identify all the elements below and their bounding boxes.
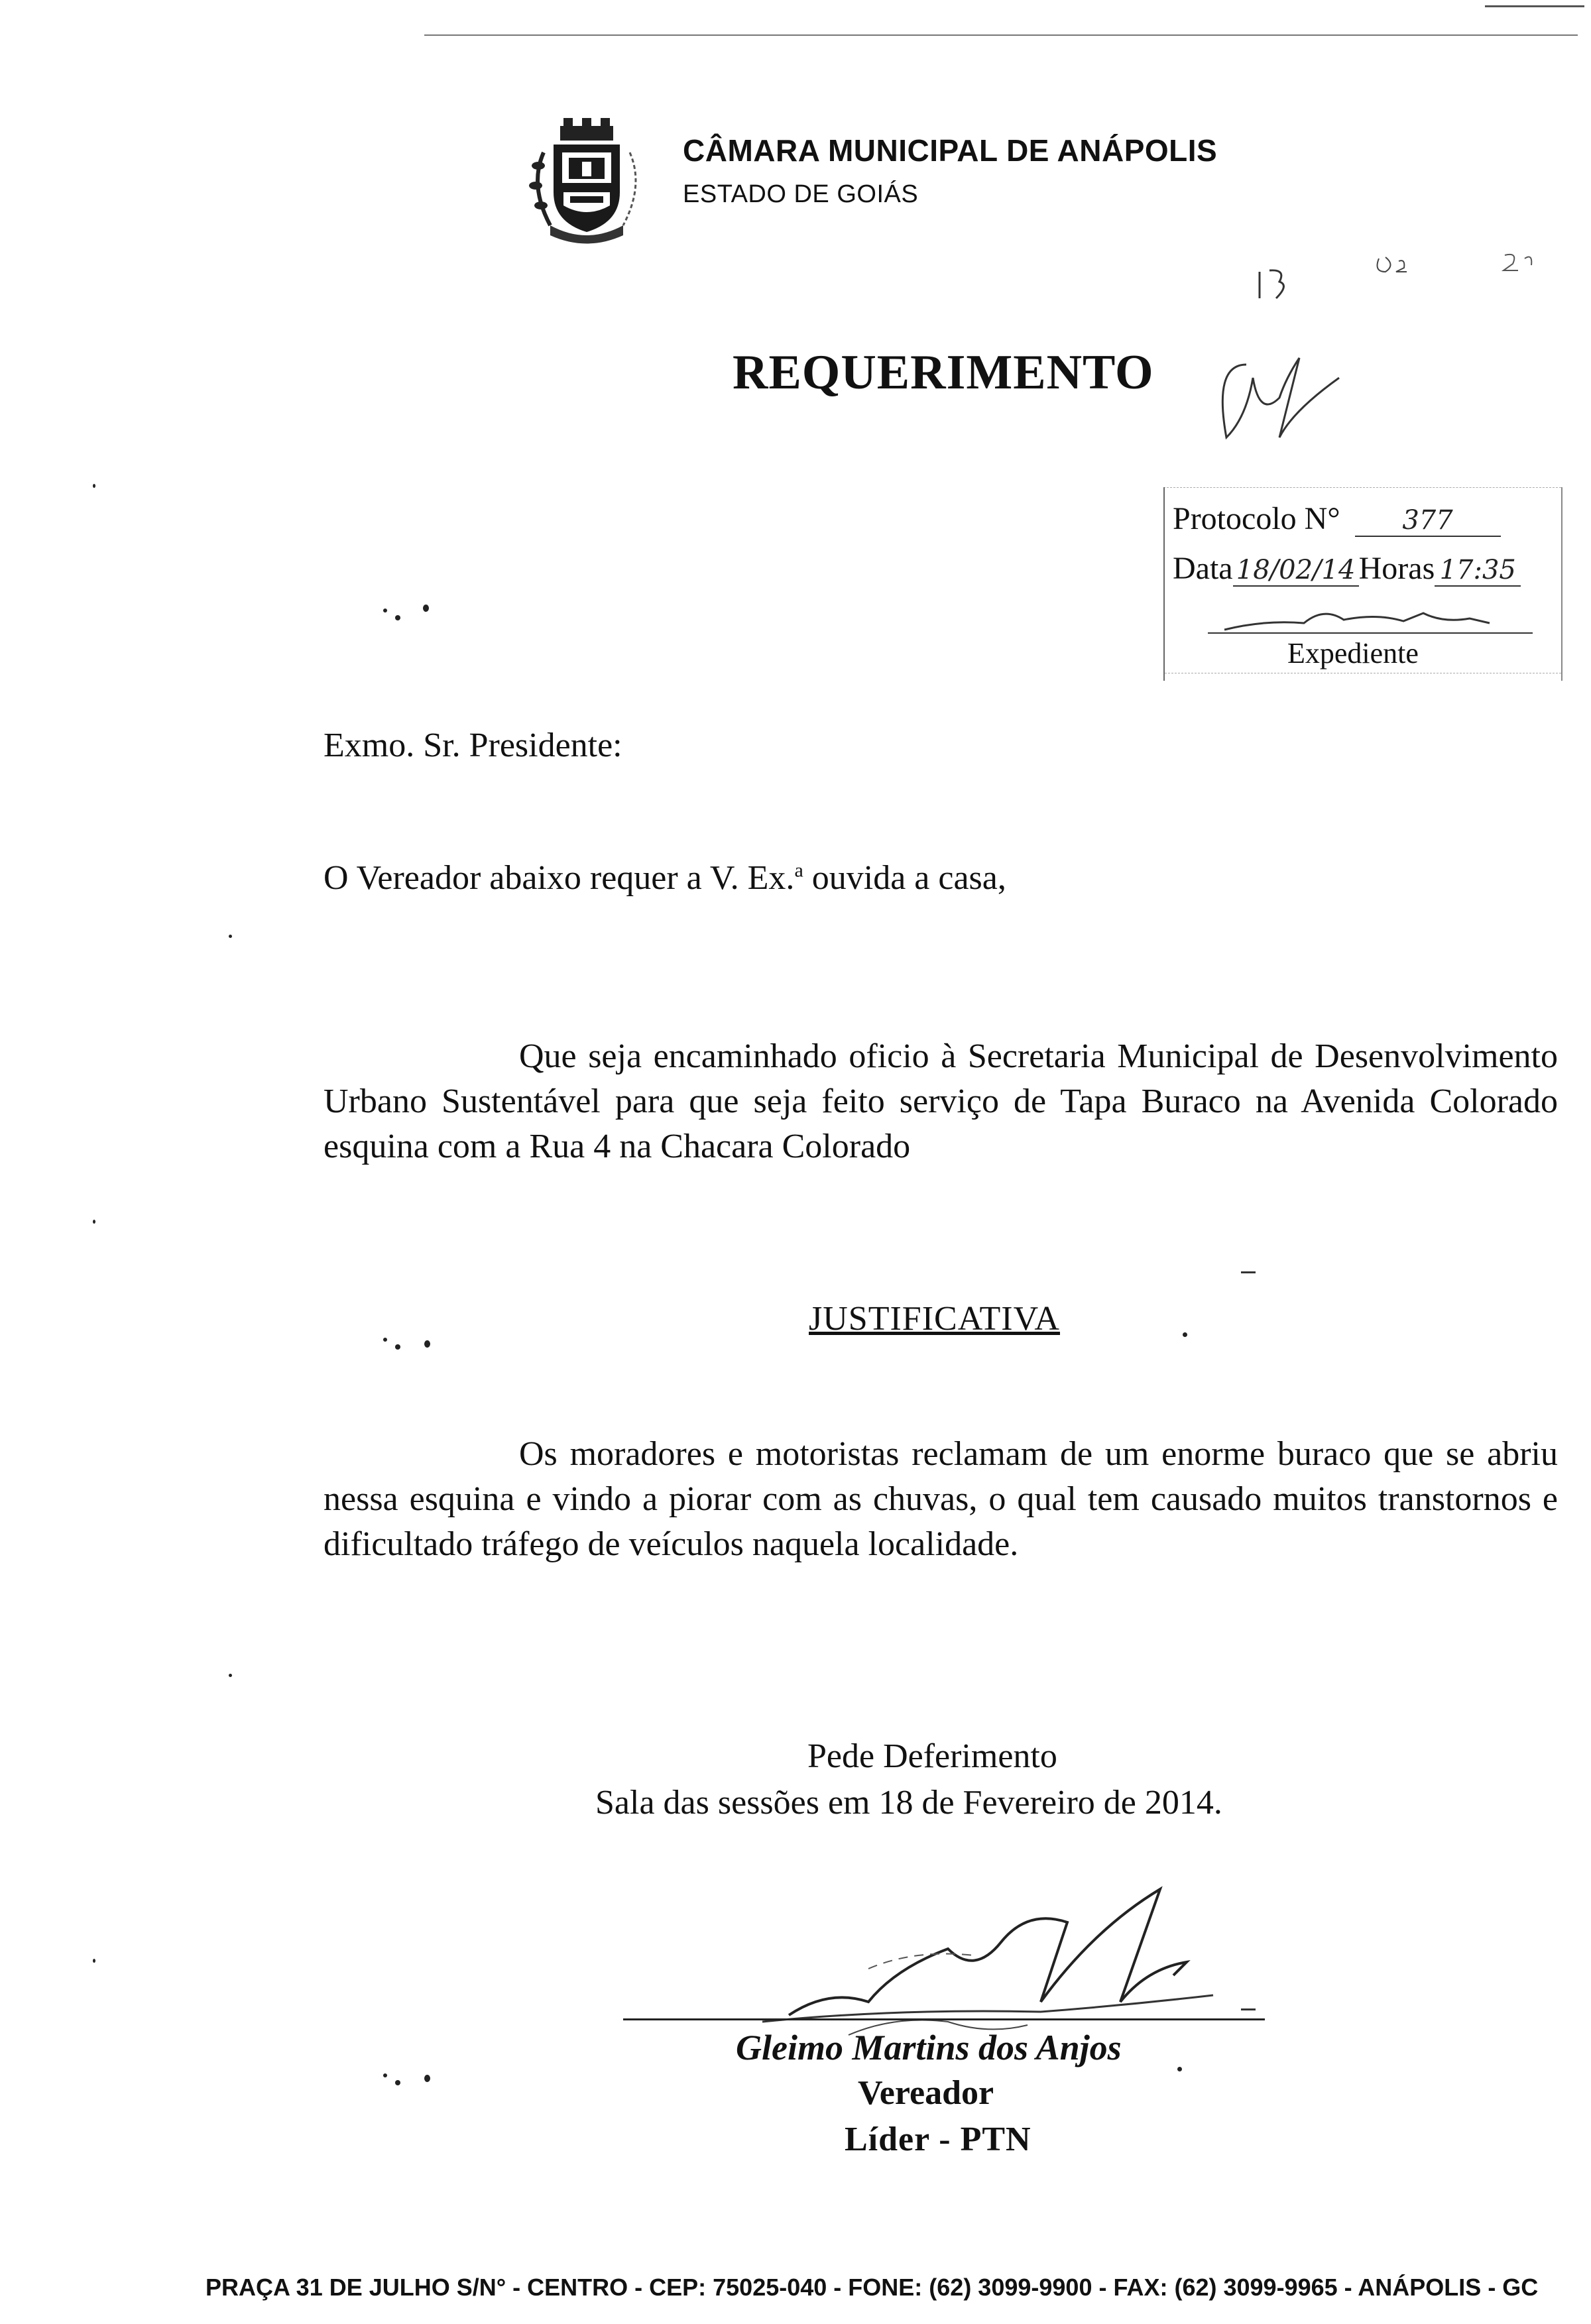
scan-speck bbox=[93, 484, 95, 488]
intro-superscript: a bbox=[794, 859, 803, 882]
institution-title: CÂMARA MUNICIPAL DE ANÁPOLIS bbox=[683, 133, 1218, 168]
stamp-department: Expediente bbox=[1287, 637, 1419, 669]
justification-heading: JUSTIFICATIVA bbox=[809, 1300, 1060, 1338]
handwritten-annotation bbox=[1207, 245, 1578, 471]
scan-speck bbox=[383, 609, 387, 612]
request-paragraph bbox=[324, 1034, 1558, 1169]
justification-paragraph bbox=[324, 1432, 1558, 1567]
signer-role: Vereador bbox=[858, 2074, 994, 2112]
municipal-crest-icon bbox=[524, 113, 650, 245]
intro-line bbox=[324, 858, 1006, 898]
protocol-hours-label: Horas bbox=[1358, 551, 1435, 586]
signer-name: Gleimo Martins dos Anjos bbox=[736, 2028, 1122, 2067]
top-rule bbox=[424, 34, 1578, 36]
protocol-number-value: 377 bbox=[1355, 505, 1501, 537]
scan-speck bbox=[424, 1340, 430, 1348]
scan-speck bbox=[395, 2080, 400, 2085]
protocol-date-label: Data bbox=[1173, 551, 1233, 586]
scan-mark bbox=[1241, 2008, 1256, 2010]
signer-party: Líder - PTN bbox=[845, 2121, 1031, 2158]
scan-speck bbox=[1177, 2067, 1182, 2071]
scan-mark bbox=[1241, 1271, 1256, 1273]
request-text: Que seja encaminhado oficio à Secretaria Municipal de Desenvolvimento Urbano Sustentável para que seja feito serviço de Tapa Buraco na Avenida Colorado esquina com a Rua 4 na Chacara Colorado bbox=[324, 1037, 1558, 1165]
intro-main: O Vereador abaixo requer a V. Ex. bbox=[324, 859, 795, 897]
scan-speck bbox=[383, 2073, 387, 2077]
protocol-hours-value: 17:35 bbox=[1435, 555, 1521, 587]
scan-speck bbox=[229, 935, 232, 938]
protocol-number-label: Protocolo N° bbox=[1173, 501, 1340, 536]
scan-speck bbox=[229, 1674, 232, 1677]
top-rule-corner bbox=[1485, 5, 1584, 7]
scan-speck bbox=[93, 1959, 95, 1963]
scan-speck bbox=[1183, 1332, 1187, 1337]
intro-tail: ouvida a casa, bbox=[803, 859, 1006, 897]
scan-speck bbox=[383, 1338, 387, 1342]
justification-text: Os moradores e motoristas reclamam de um enorme buraco que se abriu nessa esquina e vindo a piorar com as chuvas, o qual tem causado muitos transtornos e dificultado tráfego de veículos naquela localidade. bbox=[324, 1435, 1558, 1563]
closing-request: Pede Deferimento bbox=[807, 1737, 1057, 1775]
institution-subtitle: ESTADO DE GOIÁS bbox=[683, 180, 919, 208]
scan-speck bbox=[424, 2075, 430, 2082]
protocol-stamp bbox=[1163, 487, 1562, 681]
protocol-date-row bbox=[1173, 550, 1521, 587]
salutation: Exmo. Sr. Presidente: bbox=[324, 726, 622, 764]
stamp-initials-signature bbox=[1205, 593, 1536, 640]
document-title: REQUERIMENTO bbox=[733, 345, 1154, 400]
protocol-number-row bbox=[1173, 500, 1501, 537]
scan-speck bbox=[93, 1220, 95, 1224]
scan-speck bbox=[395, 615, 400, 620]
footer-address: PRAÇA 31 DE JULHO S/N° - CENTRO - CEP: 75025-040 - FONE: (62) 3099-9900 - FAX: (62) 3099-9965 - ANÁPOLIS - GC bbox=[206, 2274, 1539, 2301]
protocol-date-value: 18/02/14 bbox=[1233, 555, 1359, 587]
closing-date-line: Sala das sessões em 18 de Fevereiro de 2014. bbox=[595, 1784, 1222, 1822]
signature-line bbox=[623, 2018, 1265, 2020]
scan-speck bbox=[423, 605, 429, 612]
scan-speck bbox=[395, 1344, 400, 1350]
